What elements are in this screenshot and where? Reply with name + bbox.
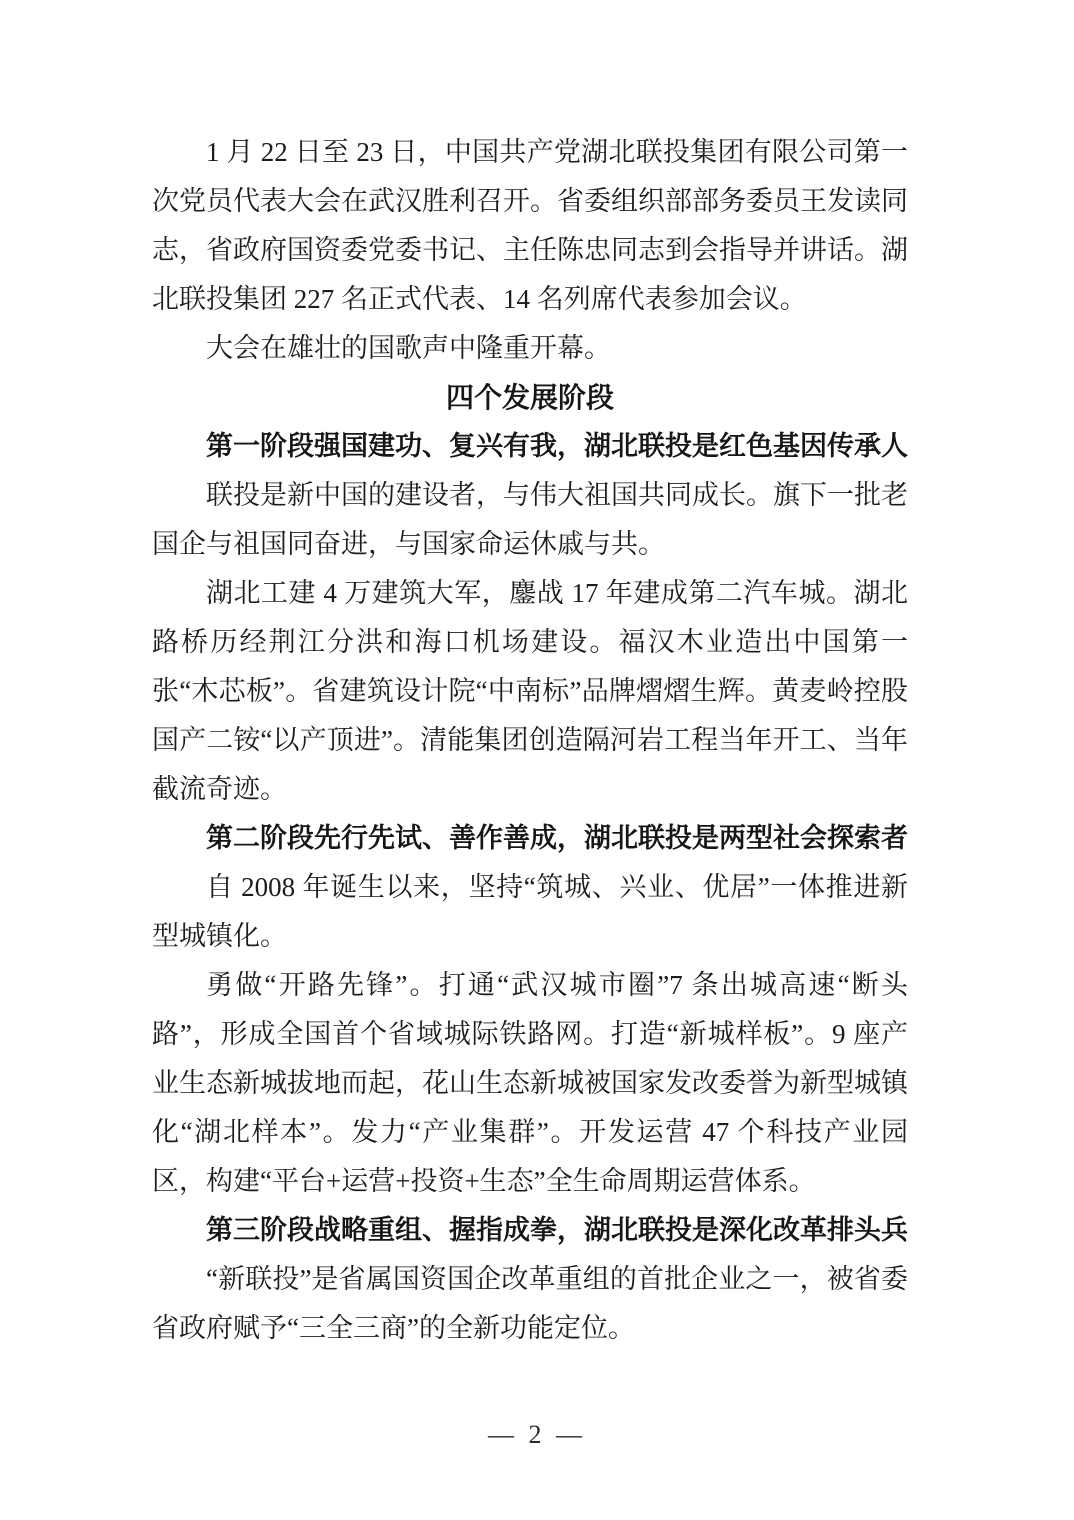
- phase-3-subheading: 第三阶段战略重组、握指成拳，湖北联投是深化改革排头兵: [206, 1215, 908, 1245]
- phase-1-subheading: 第一阶段强国建功、复兴有我，湖北联投是红色基因传承人: [206, 431, 908, 461]
- paragraph-phase-1-intro: 联投是新中国的建设者，与伟大祖国共同成长。旗下一批老国企与祖国同奋进，与国家命运休戚与共。: [152, 480, 908, 559]
- paragraph-phase-3-intro: “新联投”是省属国资国企改革重组的首批企业之一，被省委省政府赋予“三全三商”的全新功能定位。: [152, 1264, 908, 1343]
- paragraph-opening: 1 月 22 日至 23 日，中国共产党湖北联投集团有限公司第一次党员代表大会在武汉胜利召开。省委组织部部务委员王发读同志，省政府国资委党委书记、主任陈忠同志到会指导并讲话。湖北联投集团 227 名正式代表、14 名列席代表参加会议。: [152, 137, 908, 314]
- paragraph-anthem: 大会在雄壮的国歌声中隆重开幕。: [206, 333, 611, 363]
- phase-2-subheading: 第二阶段先行先试、善作善成，湖北联投是两型社会探索者: [206, 823, 908, 853]
- paragraph-phase-1-detail: 湖北工建 4 万建筑大军，鏖战 17 年建成第二汽车城。湖北路桥历经荆江分洪和海口机场建设。福汉木业造出中国第一张“木芯板”。省建筑设计院“中南标”品牌熠熠生辉。黄麦岭控股国产二铵“以产顶进”。清能集团创造隔河岩工程当年开工、当年截流奇迹。: [152, 578, 908, 804]
- paragraph-phase-2-intro: 自 2008 年诞生以来，坚持“筑城、兴业、优居”一体推进新型城镇化。: [152, 872, 908, 951]
- paragraph-phase-2-detail: 勇做“开路先锋”。打通“武汉城市圈”7 条出城高速“断头路”，形成全国首个省域城际铁路网。打造“新城样板”。9 座产业生态新城拔地而起，花山生态新城被国家发改委誉为新型城镇化“湖北样本”。发力“产业集群”。开发运营 47 个科技产业园区，构建“平台+运营+投资+生态”全生命周期运营体系。: [152, 970, 908, 1196]
- document-body: [152, 128, 908, 1353]
- section-heading: 四个发展阶段: [445, 382, 614, 413]
- page-number: — 2 —: [488, 1420, 586, 1449]
